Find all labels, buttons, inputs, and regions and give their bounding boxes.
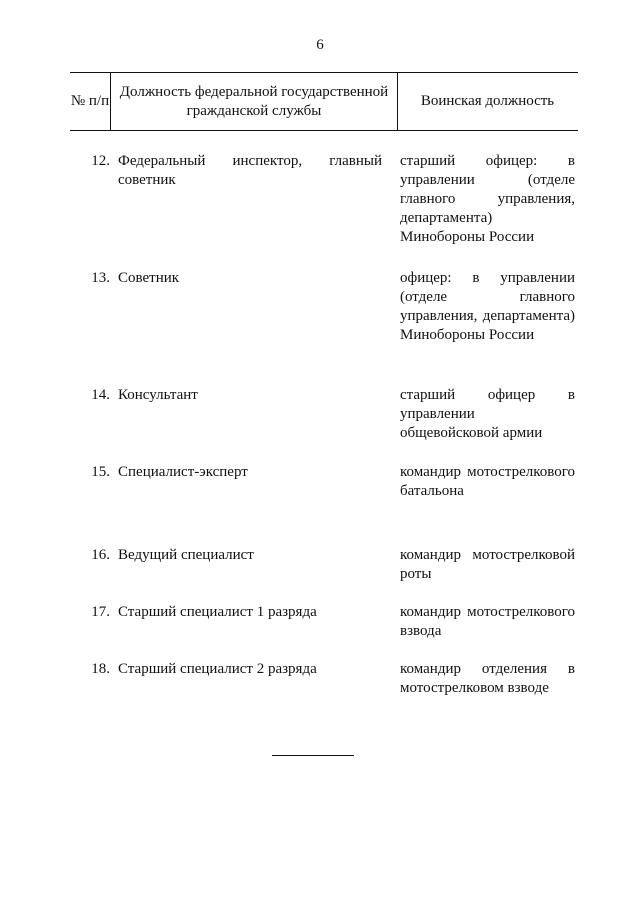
row-number: 12. [91,153,110,169]
civil-position: Ведущий специалист [118,547,254,563]
table-row [70,463,578,546]
civil-position: Советник [118,270,180,286]
row-number: 13. [91,270,110,286]
header-civil-position: Должность федеральной государственной гражданской службы [110,73,398,130]
table-header [70,72,578,131]
table-row [70,660,578,710]
table-row [70,152,578,269]
civil-position: Старший специалист 1 разряда [118,604,317,620]
military-position: командир отделения в мотострелковом взводе [400,661,575,696]
table-row [70,386,578,463]
civil-position: Старший специалист 2 разряда [118,661,317,677]
military-position: старший офицер в управлении общевойсковой армии [400,387,575,441]
table-row [70,603,578,660]
military-position: командир мотострелкового батальона [400,464,575,499]
military-position: старший офицер: в управлении (отделе главного управления, департамента) Минобороны России [400,153,575,245]
row-number: 18. [91,661,110,677]
civil-position: Федеральный инспектор, главный советник [118,153,382,188]
military-position: офицер: в управлении (отделе главного управления, департамента) Минобороны России [400,270,575,343]
row-number: 16. [91,547,110,563]
military-position: командир мотострелкового взвода [400,604,575,639]
table-body [70,152,578,710]
civil-position: Консультант [118,387,198,403]
military-position: командир мотострелковой роты [400,547,575,582]
table-row [70,269,578,386]
closing-rule [272,755,354,756]
row-number: 17. [91,604,110,620]
page-number: 6 [316,37,324,53]
row-number: 14. [91,387,110,403]
civil-position: Специалист-эксперт [118,464,248,480]
header-military-position: Воинская должность [420,93,555,109]
table-row [70,546,578,603]
row-number: 15. [91,464,110,480]
header-num: № п/п [70,93,110,109]
